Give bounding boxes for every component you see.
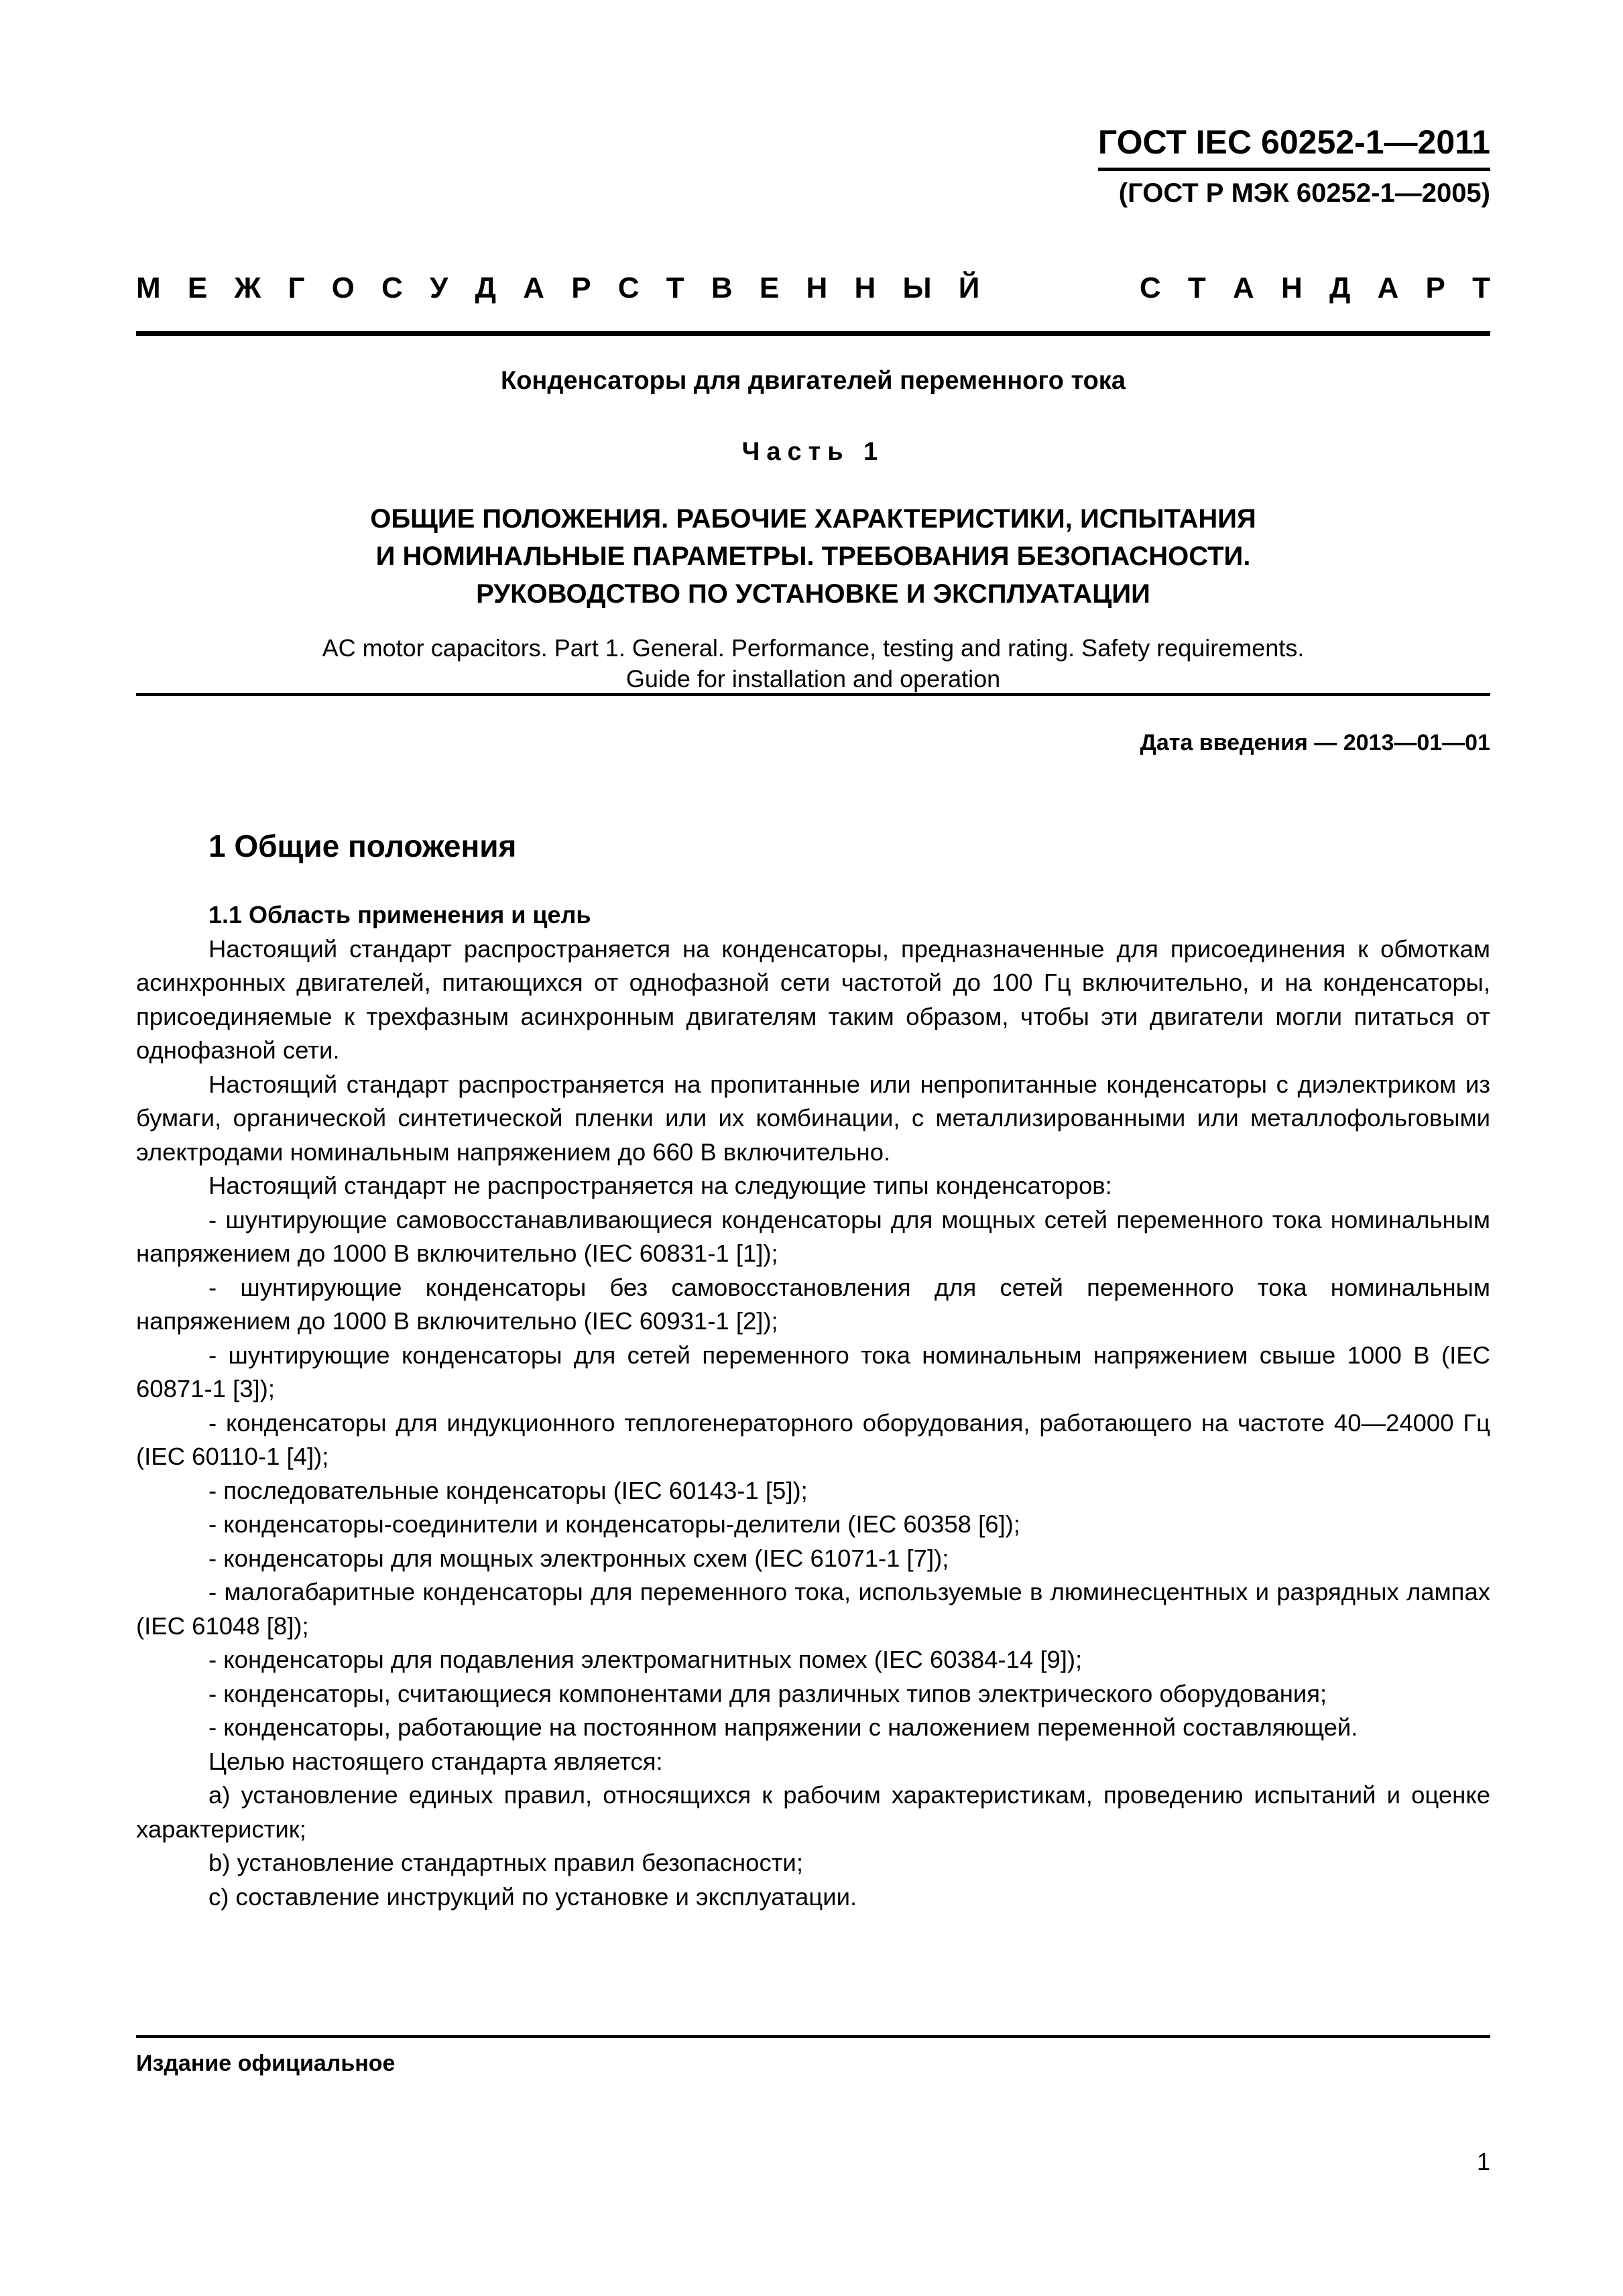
- paragraph: Настоящий стандарт распространяется на пропитанные или непропитанные конденсаторы с диэлектриком из бумаги, органической синтетической пленки или их комбинации, с металлизированными или металлофольговыми электродами номинальным напряжением до 660 В включительно.: [136, 1070, 1490, 1166]
- list-item: - конденсаторы-соединители и конденсаторы-делители (IEC 60358 [6]);: [208, 1510, 1020, 1538]
- standard-type-word-interstate: М Е Ж Г О С У Д А Р С Т В Е Н Н Ы Й: [136, 271, 980, 304]
- footer-divider: [136, 2035, 1490, 2038]
- list-item: - конденсаторы, работающие на постоянном напряжении с наложением переменной составляющей.: [208, 1713, 1358, 1741]
- standard-type-heading: [136, 268, 1490, 308]
- subtitle-line: РУКОВОДСТВО ПО УСТАНОВКЕ И ЭКСПЛУАТАЦИИ: [476, 579, 1150, 609]
- english-title-line: Guide for installation and operation: [625, 665, 1001, 692]
- page-number: 1: [1476, 2148, 1490, 2175]
- document-code-alternative: (ГОСТ Р МЭК 60252-1—2005): [1118, 178, 1490, 208]
- header-divider: [136, 331, 1490, 336]
- list-item: - конденсаторы для мощных электронных схем (IEC 61071-1 [7]);: [208, 1544, 949, 1572]
- document-code: ГОСТ IEC 60252-1—2011: [1098, 121, 1490, 171]
- list-item: - шунтирующие самовосстанавливающиеся конденсаторы для мощных сетей переменного тока номинальным напряжением до 1000 В включительно (IEC 60831-1 [1]);: [136, 1205, 1490, 1267]
- subtitle-line: ОБЩИЕ ПОЛОЖЕНИЯ. РАБОЧИЕ ХАРАКТЕРИСТИКИ, ИСПЫТАНИЯ: [370, 504, 1256, 534]
- english-title: [136, 633, 1490, 694]
- paragraph: Целью настоящего стандарта является:: [208, 1747, 663, 1775]
- list-item: - шунтирующие конденсаторы без самовосстановления для сетей переменного тока номинальным напряжением до 1000 В включительно (IEC 60931-1 [2]);: [136, 1273, 1490, 1335]
- list-item: - малогабаритные конденсаторы для переменного тока, используемые в люминесцентных и разрядных лампах (IEC 61048 [8]);: [136, 1578, 1490, 1640]
- standard-type-word-standard: С Т А Н Д А Р Т: [1139, 271, 1490, 304]
- subtitle-line: И НОМИНАЛЬНЫЕ ПАРАМЕТРЫ. ТРЕБОВАНИЯ БЕЗОПАСНОСТИ.: [375, 542, 1251, 571]
- list-item: b) установление стандартных правил безопасности;: [208, 1849, 803, 1876]
- introduction-date: Дата введения — 2013—01—01: [1140, 730, 1490, 756]
- list-item: - конденсаторы для индукционного теплогенераторного оборудования, работающего на частоте 40—24000 Гц (IEC 60110-1 [4]);: [136, 1408, 1490, 1470]
- list-item: - шунтирующие конденсаторы для сетей переменного тока номинальным напряжением свыше 1000 В (IEC 60871-1 [3]);: [136, 1341, 1490, 1402]
- list-item: - последовательные конденсаторы (IEC 60143-1 [5]);: [208, 1476, 808, 1504]
- document-subtitle: [136, 500, 1490, 613]
- title-divider: [136, 693, 1490, 696]
- list-item: c) составление инструкций по установке и эксплуатации.: [208, 1882, 857, 1911]
- document-part: Часть 1: [741, 438, 885, 466]
- document-title: Конденсаторы для двигателей переменного тока: [501, 367, 1126, 395]
- list-item: - конденсаторы, считающиеся компонентами для различных типов электрического оборудования;: [208, 1679, 1327, 1707]
- paragraph: Настоящий стандарт не распространяется на следующие типы конденсаторов:: [208, 1172, 1112, 1199]
- document-page: [136, 0, 1490, 2296]
- list-item: a) установление единых правил, относящихся к рабочим характеристикам, проведению испытаний и оценке характеристик;: [136, 1781, 1490, 1843]
- document-header: [1098, 121, 1490, 213]
- paragraph: Настоящий стандарт распространяется на конденсаторы, предназначенные для присоединения к обмоткам асинхронных двигателей, питающихся от однофазной сети частотой до 100 Гц включительно, и на конденсаторы, присоединяемые к трехфазным асинхронным двигателям таким образом, чтобы эти двигатели могли питаться от однофазной сети.: [136, 934, 1490, 1064]
- english-title-line: AC motor capacitors. Part 1. General. Performance, testing and rating. Safety requirements.: [322, 634, 1305, 662]
- section-body: [136, 898, 1490, 1914]
- edition-label: Издание официальное: [136, 2051, 396, 2076]
- list-item: - конденсаторы для подавления электромагнитных помех (IEC 60384-14 [9]);: [208, 1646, 1083, 1673]
- subsection-title: 1.1 Область применения и цель: [208, 901, 591, 928]
- section-title: 1 Общие положения: [208, 829, 517, 863]
- document-title-block: [136, 362, 1490, 694]
